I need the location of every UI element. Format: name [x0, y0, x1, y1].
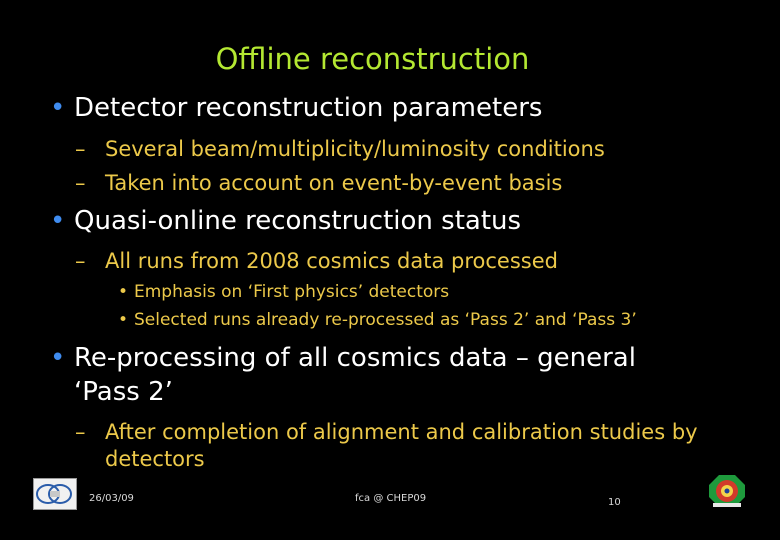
bullet-reprocessing	[50, 343, 636, 373]
bullet-text: Detector reconstruction parameters	[74, 93, 543, 123]
sub-bullet-text: Taken into account on event-by-event basis	[105, 171, 563, 195]
sub-bullet-after-alignment	[75, 420, 698, 444]
dash: –	[75, 420, 86, 444]
bullet-reprocessing-continued	[74, 377, 173, 407]
footer-date: 26/03/09	[89, 493, 134, 504]
chep-logo-icon	[33, 478, 77, 510]
sub-bullet-text-line2: detectors	[105, 447, 205, 471]
alice-logo-icon	[707, 473, 747, 509]
sub-bullet-event-by-event	[75, 171, 562, 195]
subsub-bullet-first-physics	[118, 282, 449, 302]
bullet-text-line2: ‘Pass 2’	[74, 377, 173, 407]
sub-bullet-text: All runs from 2008 cosmics data processed	[105, 249, 558, 273]
dash: –	[75, 171, 86, 195]
bullet-quasi-online-status	[50, 206, 521, 236]
subsub-bullet-text: Selected runs already re-processed as ‘Pass 2’ and ‘Pass 3’	[134, 310, 637, 330]
bullet-dot: •	[50, 343, 66, 373]
small-bullet-dot: •	[118, 282, 129, 302]
bullet-dot: •	[50, 206, 66, 236]
bullet-text: Quasi-online reconstruction status	[74, 206, 522, 236]
footer-center-text: fca @ CHEP09	[355, 493, 427, 504]
dash: –	[75, 137, 86, 161]
dash: –	[75, 249, 86, 273]
sub-bullet-all-runs	[75, 249, 558, 273]
slide-title: Offline reconstruction	[215, 42, 530, 76]
footer-page-number: 10	[608, 497, 621, 508]
bullet-text-line1: Re-processing of all cosmics data – general	[74, 343, 636, 373]
bullet-detector-reconstruction	[50, 93, 542, 123]
sub-bullet-beam-conditions	[75, 137, 605, 161]
small-bullet-dot: •	[118, 310, 129, 330]
sub-bullet-text: Several beam/multiplicity/luminosity conditions	[105, 137, 605, 161]
bullet-dot: •	[50, 93, 66, 123]
sub-bullet-after-alignment-continued	[105, 447, 205, 471]
sub-bullet-text-line1: After completion of alignment and calibration studies by	[105, 420, 698, 444]
subsub-bullet-text: Emphasis on ‘First physics’ detectors	[134, 282, 450, 302]
subsub-bullet-pass2-pass3	[118, 310, 637, 330]
